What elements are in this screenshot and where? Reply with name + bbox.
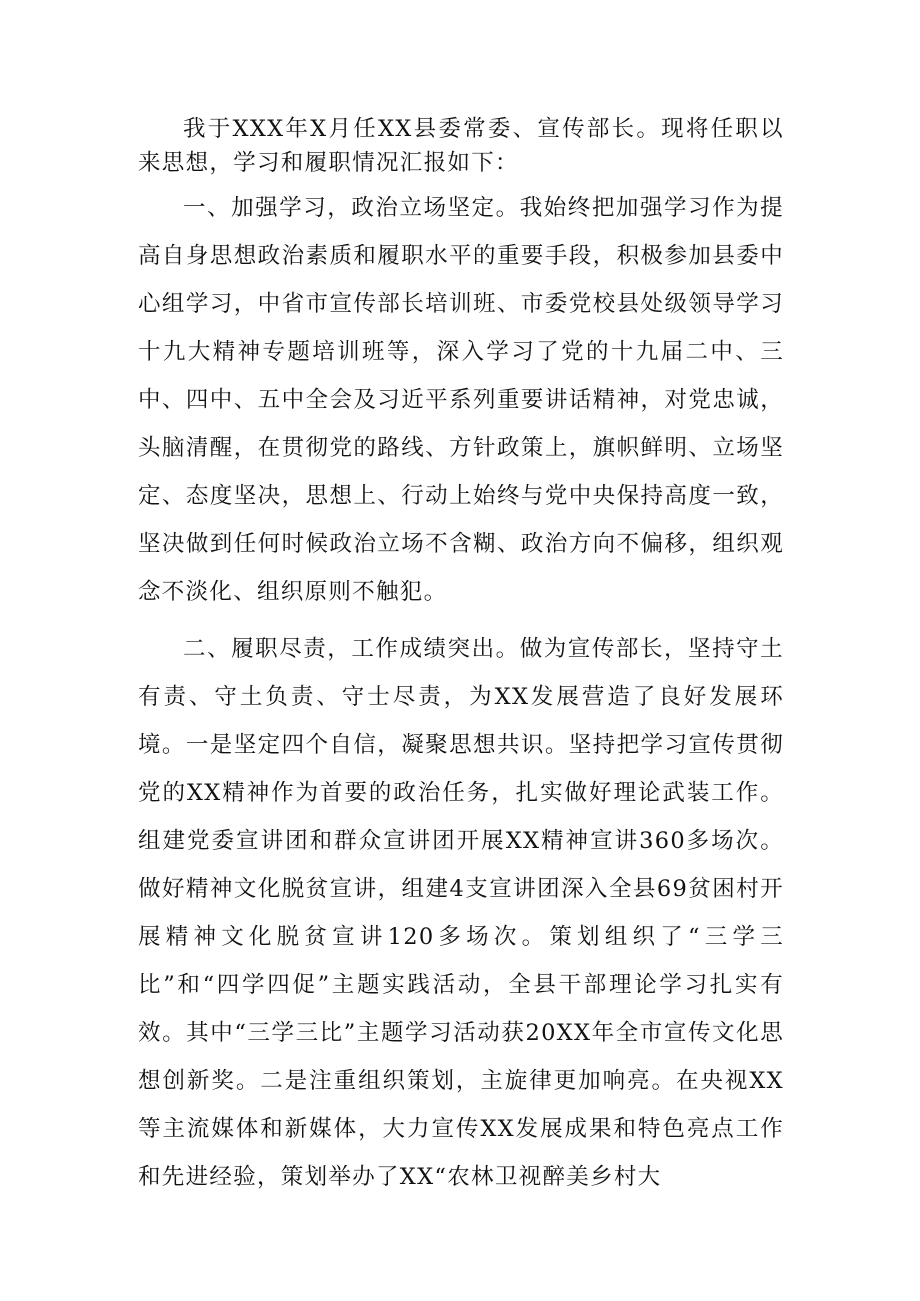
section-two-paragraph: 二、履职尽责，工作成绩突出。做为宣传部长，坚持守土有责、守土负责、守士尽责，为XX发展营造了良好发展环境。一是坚定四个自信，凝聚思想共识。坚持把学习宣传贯彻党的XX精神作为首要的政治任务，扎实做好理论武装工作。组建党委宣讲团和群众宣讲团开展XX精神宣讲360多场次。做好精神文化脱贫宣讲，组建4支宣讲团深入全县69贫困村开展精神文化脱贫宣讲120多场次。策划组织了“三学三比”和“四学四促”主题实践活动，全县干部理论学习扎实有效。其中“三学三比”主题学习活动获20XX年全市宣传文化思想创新奖。二是注重组织策划，主旋律更加响亮。在央视XX等主流媒体和新媒体，大力宣传XX发展成果和特色亮点工作和先进经验，策划举办了XX“农林卫视醉美乡村大 bbox=[138, 636, 784, 1190]
document-body bbox=[138, 112, 784, 1201]
section-one-paragraph: 一、加强学习，政治立场坚定。我始终把加强学习作为提高自身思想政治素质和履职水平的重要手段，积极参加县委中心组学习，中省市宣传部长培训班、市委党校县处级领导学习十九大精神专题培训班等，深入学习了党的十九届二中、三中、四中、五中全会及习近平系列重要讲话精神，对党忠诚，头脑清醒，在贯彻党的路线、方针政策上，旗帜鲜明、立场坚定、态度坚决，思想上、行动上始终与党中央保持高度一致，坚决做到任何时候政治立场不含糊、政治方向不偏移，组织观念不淡化、组织原则不触犯。 bbox=[138, 195, 784, 605]
intro-paragraph: 我于XXX年X月任XX县委常委、宣传部长。现将任职以来思想，学习和履职情况汇报如下： bbox=[138, 116, 784, 176]
